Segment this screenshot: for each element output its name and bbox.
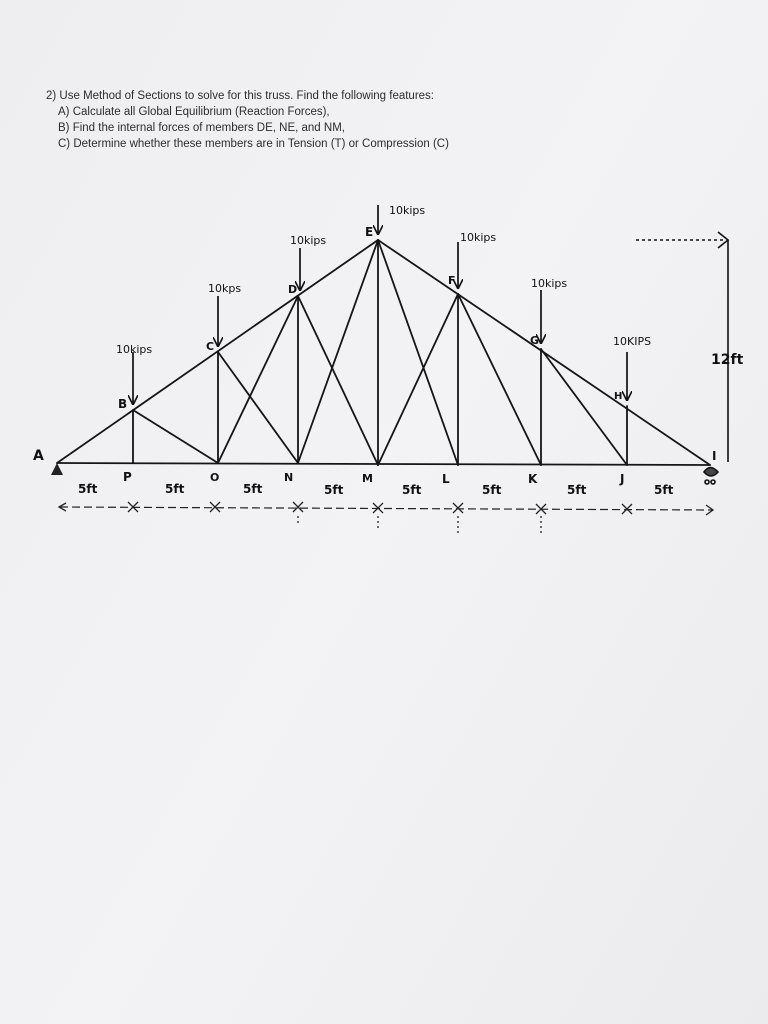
dimension-ticks xyxy=(59,502,713,534)
spacing-label-4: 5ft xyxy=(324,483,344,497)
load-label-b: 10kips xyxy=(116,343,153,356)
member-fk xyxy=(458,294,541,465)
member-gj xyxy=(541,349,627,465)
joint-label-j: J xyxy=(620,472,625,486)
spacing-label-3: 5ft xyxy=(243,482,263,496)
member-bottom-chord xyxy=(57,463,710,465)
member-cn xyxy=(218,352,298,463)
spacing-label-5: 5ft xyxy=(402,483,422,497)
member-ne xyxy=(298,240,378,463)
joint-label-i: I xyxy=(712,449,717,463)
pin-support-a xyxy=(51,463,63,475)
spacing-label-2: 5ft xyxy=(165,482,185,496)
joint-label-k: K xyxy=(528,472,538,486)
part-b-text: B) Find the internal forces of members DE, NE, and NM, xyxy=(58,122,345,134)
joint-label-n: N xyxy=(284,471,294,484)
member-el xyxy=(378,240,458,465)
joint-label-e: E xyxy=(365,225,374,239)
load-label-h: 10KIPS xyxy=(613,335,652,348)
member-dm xyxy=(298,296,378,465)
joint-label-f: F xyxy=(448,274,456,287)
joint-label-h: H xyxy=(614,391,623,402)
spacing-label-7: 5ft xyxy=(567,483,587,497)
load-label-g: 10kips xyxy=(531,277,568,290)
spacing-label-8: 5ft xyxy=(654,483,674,497)
load-label-e: 10kips xyxy=(389,204,426,217)
joint-label-p: P xyxy=(123,470,132,484)
joint-label-b: B xyxy=(118,397,128,411)
roller-support-i xyxy=(704,468,718,485)
member-od xyxy=(218,296,298,463)
spacing-label-6: 5ft xyxy=(482,483,502,497)
member-bo xyxy=(133,410,218,463)
joint-label-c: C xyxy=(206,340,215,353)
joint-label-o: O xyxy=(210,471,220,484)
height-label: 12ft xyxy=(711,352,744,368)
part-a-text: A) Calculate all Global Equilibrium (Reaction Forces), xyxy=(58,106,330,118)
joint-label-g: G xyxy=(530,334,540,347)
dimension-line xyxy=(60,507,712,510)
member-fm xyxy=(378,294,458,465)
spacing-label-1: 5ft xyxy=(78,482,98,496)
load-label-f: 10kips xyxy=(460,231,497,244)
joint-label-l: L xyxy=(442,472,450,486)
joint-label-d: D xyxy=(288,283,298,296)
joint-label-m: M xyxy=(362,472,373,485)
part-c-text: C) Determine whether these members are in Tension (T) or Compression (C) xyxy=(58,138,449,150)
joint-label-a: A xyxy=(33,448,44,464)
problem-heading: 2) Use Method of Sections to solve for this truss. Find the following features: xyxy=(46,90,434,102)
load-label-c: 10kps xyxy=(208,282,242,295)
load-label-d: 10kips xyxy=(290,234,327,247)
